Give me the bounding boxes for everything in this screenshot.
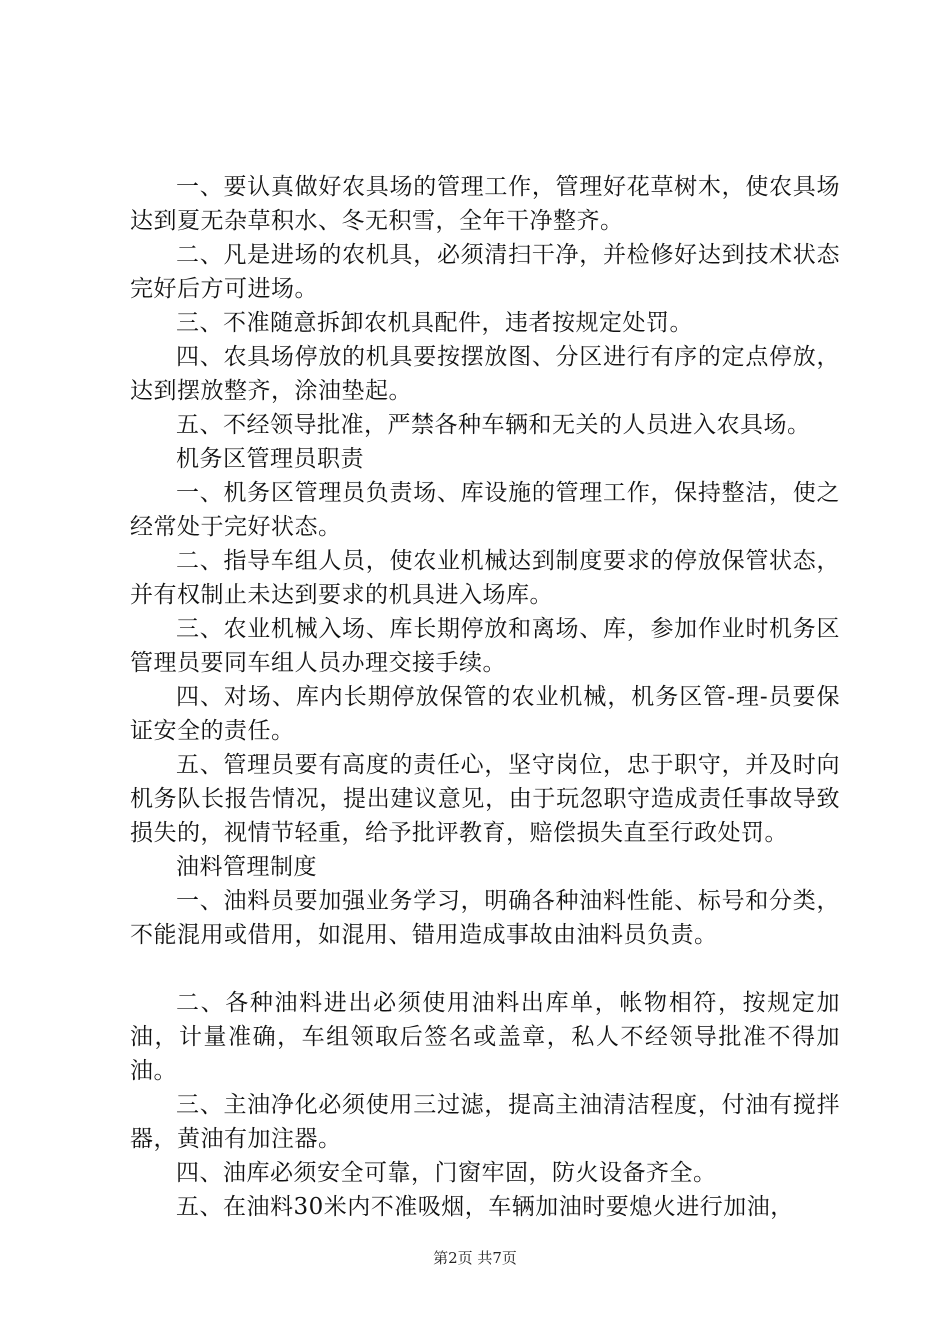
paragraph: 五、在油料30米内不准吸烟，车辆加油时要熄火进行加油， bbox=[176, 1194, 794, 1220]
paragraph: 二、指导车组人员，使农业机械达到制度要求的停放保管状态，并有权制止未达到要求的机具进入场库。 bbox=[130, 548, 840, 608]
paragraph: 三、农业机械入场、库长期停放和离场、库，参加作业时机务区管理员要同车组人员办理交接手续。 bbox=[130, 616, 840, 676]
paragraph: 五、管理员要有高度的责任心，坚守岗位，忠于职守，并及时向机务队长报告情况，提出建议意见，由于玩忽职守造成责任事故导致损失的，视情节轻重，给予批评教育，赔偿损失直至行政处罚。 bbox=[130, 752, 840, 846]
paragraph: 二、凡是进场的农机具，必须清扫干净，并检修好达到技术状态完好后方可进场。 bbox=[130, 242, 840, 302]
document-body bbox=[130, 170, 840, 1224]
paragraph: 五、不经领导批准，严禁各种车辆和无关的人员进入农具场。 bbox=[176, 412, 811, 438]
paragraph: 一、机务区管理员负责场、库设施的管理工作，保持整洁，使之经常处于完好状态。 bbox=[130, 480, 840, 540]
paragraph: 四、农具场停放的机具要按摆放图、分区进行有序的定点停放，达到摆放整齐，涂油垫起。 bbox=[130, 344, 840, 404]
paragraph: 一、要认真做好农具场的管理工作，管理好花草树木，使农具场达到夏无杂草积水、冬无积雪，全年干净整齐。 bbox=[130, 174, 840, 234]
section-title-oil-management: 油料管理制度 bbox=[176, 854, 317, 880]
paragraph: 三、不准随意拆卸农机具配件，违者按规定处罚。 bbox=[176, 310, 693, 336]
paragraph: 一、油料员要加强业务学习，明确各种油料性能、标号和分类，不能混用或借用，如混用、错用造成事故由油料员负责。 bbox=[130, 888, 840, 948]
paragraph: 四、对场、库内长期停放保管的农业机械，机务区管-理-员要保证安全的责任。 bbox=[130, 684, 840, 744]
paragraph: 四、油库必须安全可靠，门窗牢固，防火设备齐全。 bbox=[176, 1160, 717, 1186]
section-title-machinery-manager: 机务区管理员职责 bbox=[176, 446, 364, 472]
paragraph: 三、主油净化必须使用三过滤，提高主油清洁程度，付油有搅拌器，黄油有加注器。 bbox=[130, 1092, 840, 1152]
paragraph: 二、各种油料进出必须使用油料出库单，帐物相符，按规定加油，计量准确，车组领取后签名或盖章，私人不经领导批准不得加油。 bbox=[130, 990, 840, 1084]
page-number: 第2页 共7页 bbox=[433, 1249, 517, 1267]
